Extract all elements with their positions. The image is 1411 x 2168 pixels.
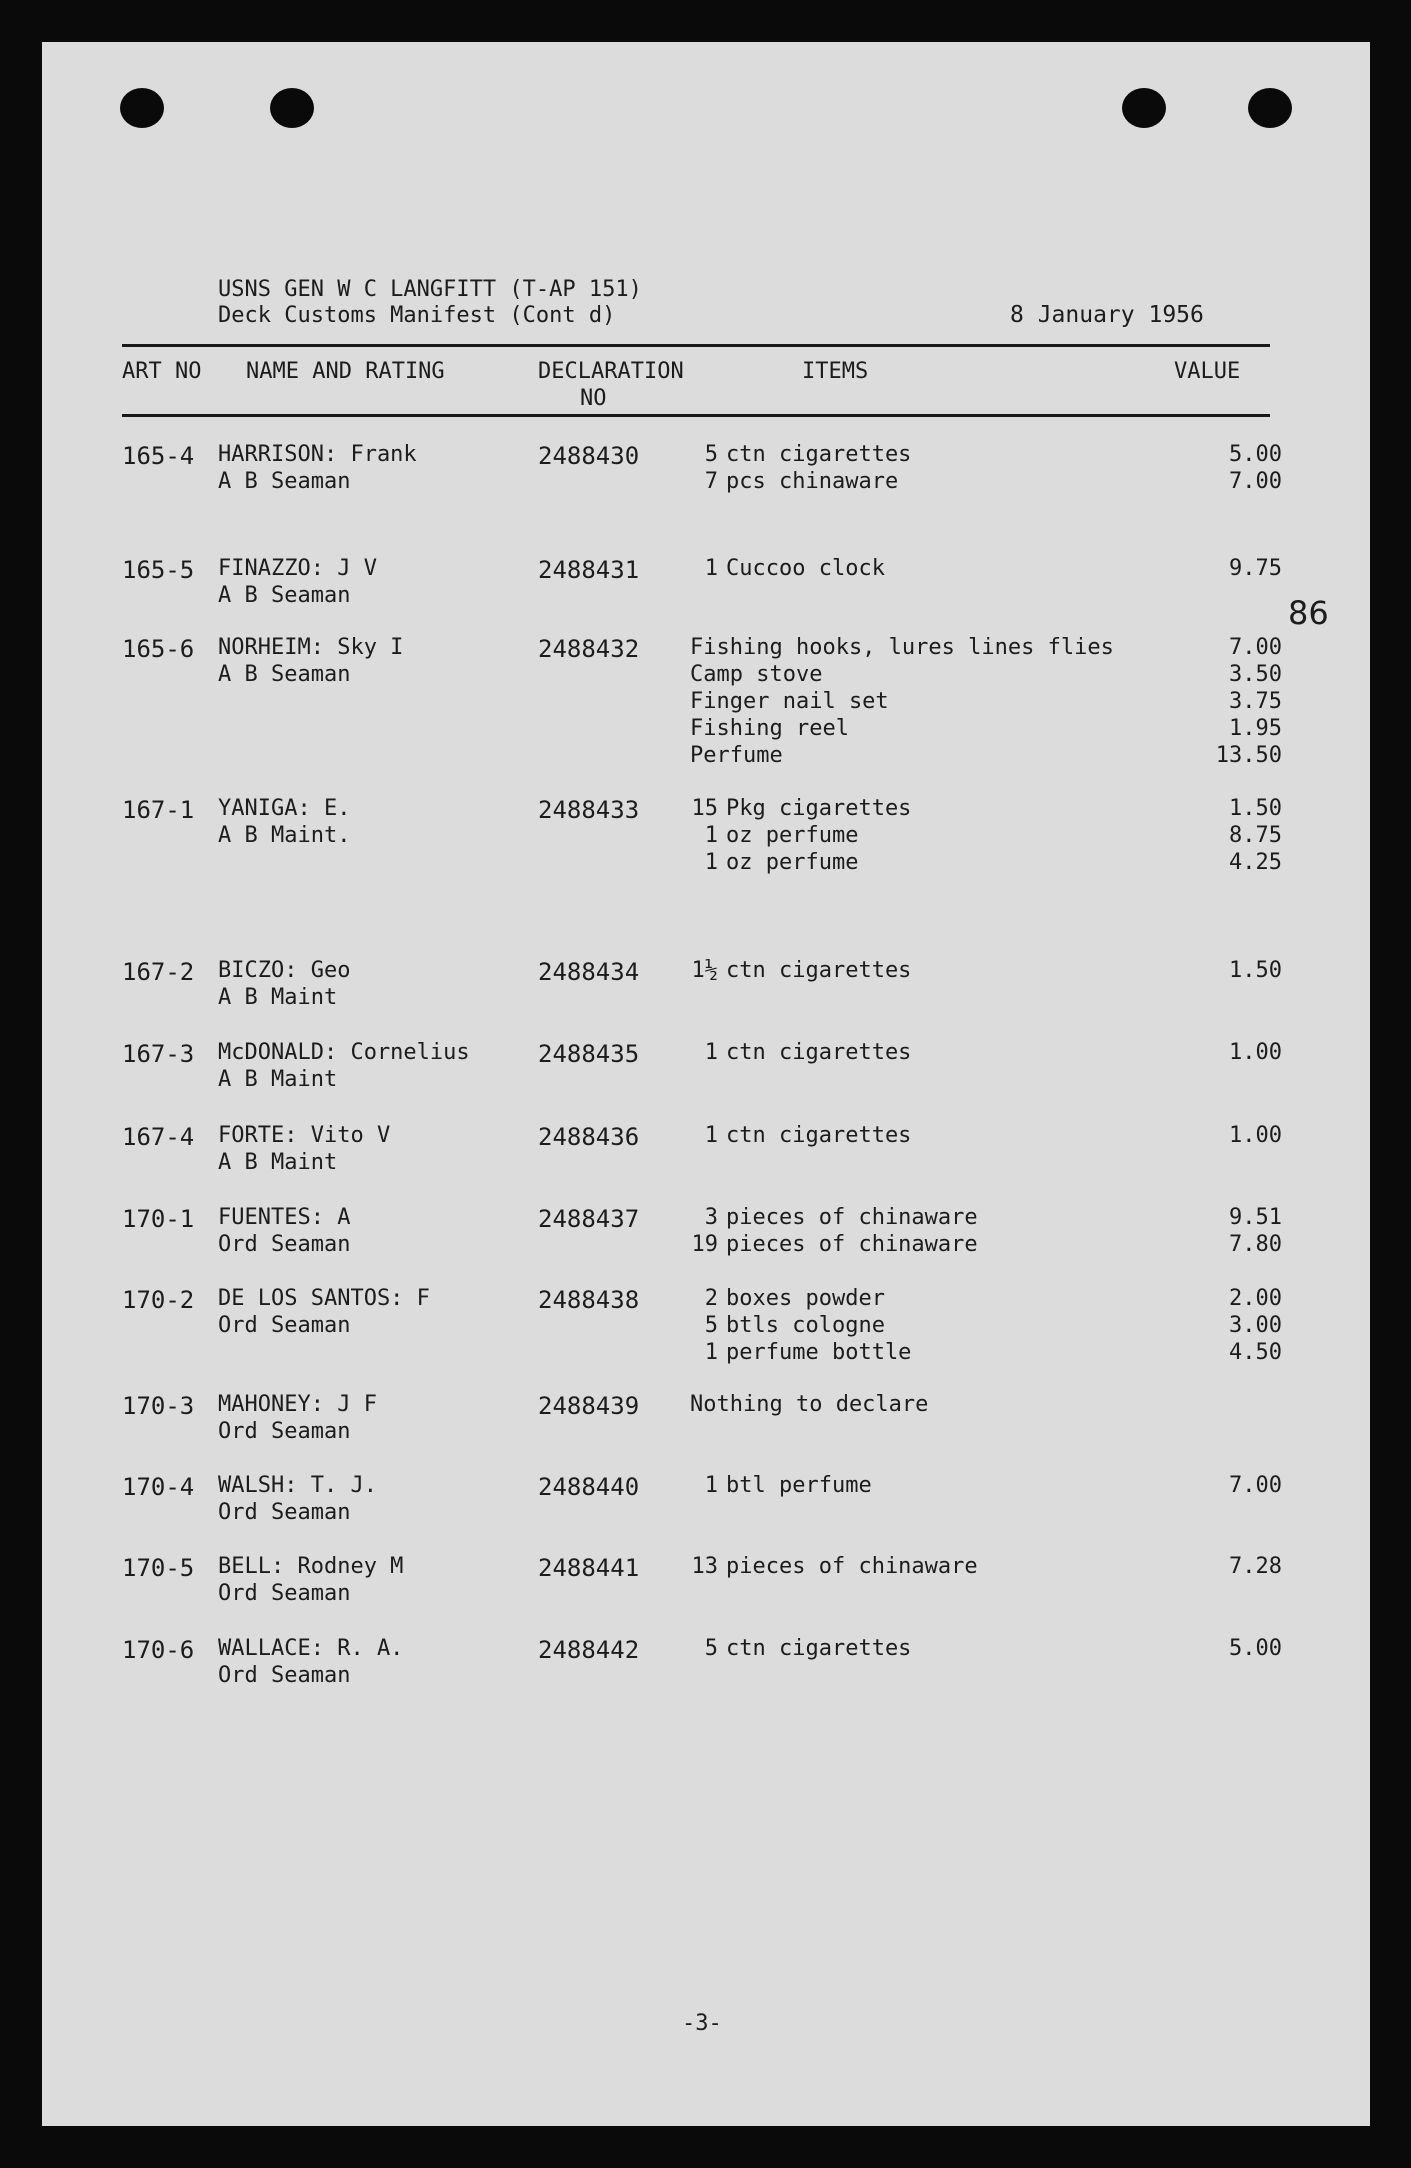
- item-line: [690, 1205, 978, 1232]
- declaration-number: 2488436: [538, 1123, 640, 1151]
- item-description: oz perfume: [726, 850, 859, 875]
- page-number: -3-: [682, 2011, 722, 2036]
- item-line: [690, 635, 1114, 662]
- item-description: Fishing reel: [690, 716, 849, 741]
- crew-rating: A B Maint: [218, 1150, 338, 1175]
- items-list: [690, 1473, 872, 1500]
- item-line: [690, 1636, 911, 1663]
- margin-note: 86: [1288, 594, 1329, 632]
- header-rule-top: [122, 344, 1270, 347]
- declaration-number: 2488430: [538, 442, 640, 470]
- item-line: [690, 1123, 911, 1150]
- col-items: ITEMS: [802, 359, 869, 384]
- item-value: 1.00: [1229, 1123, 1282, 1148]
- item-value: 4.50: [1229, 1340, 1282, 1365]
- crew-rating: A B Seaman: [218, 583, 351, 608]
- art-number: 170-3: [122, 1392, 195, 1420]
- art-number: 167-3: [122, 1040, 195, 1068]
- item-value: 9.51: [1229, 1205, 1282, 1230]
- crew-name: DE LOS SANTOS: F: [218, 1286, 430, 1311]
- items-list: [690, 1392, 928, 1419]
- item-line: [690, 1473, 872, 1500]
- item-value: 3.00: [1229, 1313, 1282, 1338]
- item-line: [690, 442, 911, 469]
- crew-rating: Ord Seaman: [218, 1419, 351, 1444]
- item-line: [690, 662, 1114, 689]
- items-list: [690, 1636, 911, 1663]
- art-number: 165-4: [122, 442, 195, 470]
- punch-hole-4: [1248, 88, 1292, 128]
- item-value: 5.00: [1229, 442, 1282, 467]
- item-line: [690, 1040, 911, 1067]
- item-description: Perfume: [690, 743, 783, 768]
- item-value: 1.00: [1229, 1040, 1282, 1065]
- item-line: [690, 1313, 911, 1340]
- item-quantity: 1: [704, 1123, 718, 1148]
- item-quantity: 5: [704, 1636, 718, 1661]
- crew-name: BELL: Rodney M: [218, 1554, 404, 1579]
- item-description: Cuccoo clock: [726, 556, 885, 581]
- values-list: [1229, 1123, 1282, 1150]
- item-quantity: 1: [704, 1473, 718, 1498]
- item-description: Fishing hooks, lures lines flies: [690, 635, 1114, 660]
- declaration-number: 2488435: [538, 1040, 640, 1068]
- item-description: Nothing to declare: [690, 1392, 929, 1417]
- item-value: 7.00: [1229, 635, 1282, 660]
- item-line: [690, 716, 1114, 743]
- item-description: Camp stove: [690, 662, 823, 687]
- declaration-number: 2488433: [538, 796, 640, 824]
- col-art-no: ART NO: [122, 359, 202, 384]
- item-value: 1.50: [1229, 796, 1282, 821]
- crew-rating: A B Maint.: [218, 823, 351, 848]
- item-quantity: 13: [691, 1554, 718, 1579]
- crew-rating: Ord Seaman: [218, 1313, 351, 1338]
- art-number: 167-1: [122, 796, 195, 824]
- name-and-rating: [218, 1123, 390, 1177]
- item-description: btls cologne: [726, 1313, 885, 1338]
- item-quantity: 1: [704, 556, 718, 581]
- item-description: btl perfume: [726, 1473, 872, 1498]
- crew-rating: A B Maint: [218, 985, 338, 1010]
- art-number: 167-2: [122, 958, 195, 986]
- crew-name: MAHONEY: J F: [218, 1392, 377, 1417]
- item-description: perfume bottle: [726, 1340, 912, 1365]
- item-description: boxes powder: [726, 1286, 885, 1311]
- item-quantity: 19: [691, 1232, 718, 1257]
- art-number: 170-4: [122, 1473, 195, 1501]
- art-number: 170-2: [122, 1286, 195, 1314]
- name-and-rating: [218, 442, 417, 496]
- col-declaration: DECLARATION: [538, 359, 684, 384]
- crew-rating: Ord Seaman: [218, 1663, 351, 1688]
- art-number: 165-5: [122, 556, 195, 584]
- item-description: ctn cigarettes: [726, 442, 912, 467]
- crew-name: FORTE: Vito V: [218, 1123, 391, 1148]
- crew-name: WALLACE: R. A.: [218, 1636, 404, 1661]
- declaration-number: 2488437: [538, 1205, 640, 1233]
- values-list: [1229, 1040, 1282, 1067]
- art-number: 167-4: [122, 1123, 195, 1151]
- declaration-number: 2488438: [538, 1286, 640, 1314]
- items-list: [690, 796, 911, 877]
- items-list: [690, 635, 1114, 770]
- item-quantity: 15: [691, 796, 718, 821]
- values-list: [1229, 442, 1282, 496]
- items-list: [690, 1286, 911, 1367]
- name-and-rating: [218, 1205, 350, 1259]
- item-quantity: 5: [704, 1313, 718, 1338]
- col-name: NAME AND RATING: [246, 359, 445, 384]
- item-line: [690, 823, 911, 850]
- item-line: [690, 1340, 911, 1367]
- item-value: 7.80: [1229, 1232, 1282, 1257]
- item-description: Finger nail set: [690, 689, 889, 714]
- crew-name: WALSH: T. J.: [218, 1473, 377, 1498]
- items-list: [690, 1040, 911, 1067]
- item-description: pieces of chinaware: [726, 1232, 978, 1257]
- values-list: [1229, 1286, 1282, 1367]
- crew-name: YANIGA: E.: [218, 796, 351, 821]
- name-and-rating: [218, 796, 350, 850]
- items-list: [690, 1205, 978, 1259]
- item-description: Pkg cigarettes: [726, 796, 912, 821]
- item-description: pcs chinaware: [726, 469, 899, 494]
- item-line: [690, 556, 885, 583]
- declaration-number: 2488442: [538, 1636, 640, 1664]
- item-value: 3.75: [1229, 689, 1282, 714]
- name-and-rating: [218, 556, 377, 610]
- item-description: pieces of chinaware: [726, 1205, 978, 1230]
- item-value: 7.00: [1229, 469, 1282, 494]
- item-quantity: 7: [704, 469, 718, 494]
- crew-rating: Ord Seaman: [218, 1581, 351, 1606]
- item-description: oz perfume: [726, 823, 859, 848]
- name-and-rating: [218, 1554, 403, 1608]
- item-description: ctn cigarettes: [726, 958, 912, 983]
- item-line: [690, 689, 1114, 716]
- punch-hole-2: [270, 88, 314, 128]
- ship-name: USNS GEN W C LANGFITT (T-AP 151): [218, 277, 642, 302]
- crew-name: NORHEIM: Sky I: [218, 635, 404, 660]
- header-rule-bottom: [122, 414, 1270, 417]
- crew-name: McDONALD: Cornelius: [218, 1040, 470, 1065]
- document-page: [42, 42, 1370, 2126]
- values-list: [1229, 1636, 1282, 1663]
- crew-rating: A B Seaman: [218, 662, 351, 687]
- item-value: 13.50: [1215, 743, 1282, 768]
- item-value: 7.00: [1229, 1473, 1282, 1498]
- art-number: 170-1: [122, 1205, 195, 1233]
- declaration-number: 2488441: [538, 1554, 640, 1582]
- item-line: [690, 743, 1114, 770]
- item-value: 3.50: [1229, 662, 1282, 687]
- item-value: 9.75: [1229, 556, 1282, 581]
- manifest-date: 8 January 1956: [1010, 302, 1204, 328]
- item-line: [690, 1554, 978, 1581]
- name-and-rating: [218, 1392, 377, 1446]
- items-list: [690, 442, 911, 496]
- items-list: [690, 958, 911, 985]
- art-number: 170-5: [122, 1554, 195, 1582]
- crew-rating: A B Maint: [218, 1067, 338, 1092]
- item-value: 7.28: [1229, 1554, 1282, 1579]
- item-value: 5.00: [1229, 1636, 1282, 1661]
- name-and-rating: [218, 958, 350, 1012]
- item-quantity: 3: [704, 1205, 718, 1230]
- punch-hole-1: [120, 88, 164, 128]
- crew-rating: A B Seaman: [218, 469, 351, 494]
- item-quantity: 1: [704, 823, 718, 848]
- item-line: [690, 958, 911, 985]
- declaration-number: 2488434: [538, 958, 640, 986]
- col-value: VALUE: [1174, 359, 1241, 384]
- item-line: [690, 850, 911, 877]
- values-list: [1229, 1205, 1282, 1259]
- values-list: [1229, 556, 1282, 583]
- name-and-rating: [218, 635, 403, 689]
- items-list: [690, 1554, 978, 1581]
- item-quantity: 5: [704, 442, 718, 467]
- item-quantity: 1½: [691, 958, 718, 983]
- item-value: 8.75: [1229, 823, 1282, 848]
- declaration-number: 2488432: [538, 635, 640, 663]
- values-list: [1229, 1554, 1282, 1581]
- crew-name: HARRISON: Frank: [218, 442, 417, 467]
- crew-rating: Ord Seaman: [218, 1232, 351, 1257]
- name-and-rating: [218, 1286, 430, 1340]
- crew-name: FUENTES: A: [218, 1205, 351, 1230]
- item-line: [690, 1286, 911, 1313]
- art-number: 165-6: [122, 635, 195, 663]
- item-description: ctn cigarettes: [726, 1040, 912, 1065]
- declaration-number: 2488440: [538, 1473, 640, 1501]
- values-list: [1229, 796, 1282, 877]
- item-value: 1.50: [1229, 958, 1282, 983]
- name-and-rating: [218, 1636, 403, 1690]
- values-list: [1229, 1473, 1282, 1500]
- items-list: [690, 1123, 911, 1150]
- item-line: [690, 469, 911, 496]
- item-value: 4.25: [1229, 850, 1282, 875]
- manifest-title: Deck Customs Manifest (Cont d): [218, 303, 616, 328]
- values-list: [1216, 635, 1282, 770]
- punch-hole-3: [1122, 88, 1166, 128]
- item-quantity: 1: [704, 1040, 718, 1065]
- item-line: [690, 796, 911, 823]
- item-line: [690, 1392, 928, 1419]
- declaration-number: 2488431: [538, 556, 640, 584]
- art-number: 170-6: [122, 1636, 195, 1664]
- name-and-rating: [218, 1473, 377, 1527]
- crew-rating: Ord Seaman: [218, 1500, 351, 1525]
- crew-name: BICZO: Geo: [218, 958, 351, 983]
- item-quantity: 1: [704, 850, 718, 875]
- name-and-rating: [218, 1040, 470, 1094]
- crew-name: FINAZZO: J V: [218, 556, 377, 581]
- item-value: 2.00: [1229, 1286, 1282, 1311]
- item-description: pieces of chinaware: [726, 1554, 978, 1579]
- item-description: ctn cigarettes: [726, 1636, 912, 1661]
- item-quantity: 1: [704, 1340, 718, 1365]
- items-list: [690, 556, 885, 583]
- col-declaration-no: NO: [580, 386, 607, 411]
- item-description: ctn cigarettes: [726, 1123, 912, 1148]
- item-value: 1.95: [1229, 716, 1282, 741]
- declaration-number: 2488439: [538, 1392, 640, 1420]
- values-list: [1229, 958, 1282, 985]
- item-line: [690, 1232, 978, 1259]
- item-quantity: 2: [704, 1286, 718, 1311]
